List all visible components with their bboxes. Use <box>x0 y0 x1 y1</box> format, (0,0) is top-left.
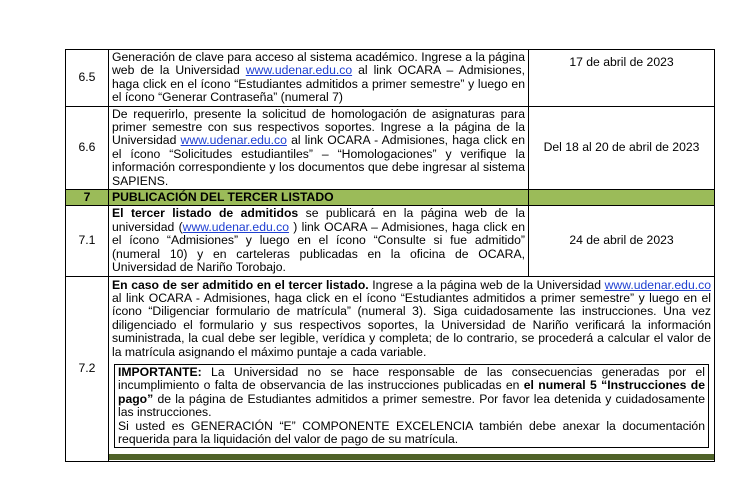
row-description <box>109 276 715 462</box>
udenar-link[interactable]: www.udenar.edu.co <box>245 63 353 78</box>
section-header-row <box>66 190 715 206</box>
section-number: 7 <box>66 190 109 206</box>
section-empty-cell <box>529 190 715 206</box>
udenar-link[interactable]: www.udenar.edu.co <box>180 133 287 148</box>
row-date: Del 18 al 20 de abril de 2023 <box>529 106 715 189</box>
row-description: Generación de clave para acceso al sistema académico. Ingrese a la página web de la Universidad www.udenar.edu.co al link OCARA – Admisiones, haga click en el ícono “Estudiantes admitidos a primer semestre” y luego en el ícono “Generar Contraseña” (numeral 7) <box>109 50 529 107</box>
row-date: 17 de abril de 2023 <box>529 50 715 107</box>
row-number: 7.2 <box>66 276 109 462</box>
row-number: 6.6 <box>66 106 109 189</box>
schedule-table <box>65 49 715 462</box>
section-title: PUBLICACIÓN DEL TERCER LISTADO <box>109 190 529 206</box>
important-label: IMPORTANTE: <box>118 364 202 379</box>
generation-e-note: Si usted es GENERACIÓN “E” COMPONENTE EXCELENCIA también debe anexar la documentación requerida para la liquidación del valor de pago de su matrícula. <box>118 418 705 446</box>
row-number: 6.5 <box>66 50 109 107</box>
udenar-link[interactable]: www.udenar.edu.co <box>182 219 290 234</box>
row-description: El tercer listado de admitidos se publicará en la página web de la universidad (www.udenar.edu.co ) link OCARA – Admisiones, haga click en el ícono “Admisiones” y luego en el ícono “Consulte si fue admitido” (numeral 10) y en carteleras publicadas en la oficina de OCARA, Universidad de Nariño Torobajo. <box>109 206 529 276</box>
row-description: De requerirlo, presente la solicitud de homologación de asignaturas para primer semestre con sus respectivos soportes. Ingrese a la página de la Universidad www.udenar.edu.co al link OCARA - Admisiones, haga click en el ícono “Solicitudes estudiantiles” – “Homologaciones” y verifique la información correspondiente y los documentos que debe ingresar al sistema SAPIENS. <box>109 106 529 189</box>
table-row <box>66 206 715 276</box>
row-number: 7.1 <box>66 206 109 276</box>
table-row <box>66 276 715 462</box>
table-row <box>66 50 715 107</box>
row-72-text: En caso de ser admitido en el tercer listado. Ingrese a la página web de la Universidad www.udenar.edu.co al link OCARA - Admisiones, haga click en el ícono “Estudiantes admitidos a primer semestre” y luego en el ícono “Diligenciar formulario de matrícula” (numeral 3). Siga cuidadosamente las instrucciones. Una vez diligenciado el formulario y sus respectivos soportes, la Universidad de Nariño verificará la información suministrada, la cual debe ser legible, verídica y completa; de lo contrario, se procederá a calcular el valor de la matrícula asignando el máximo puntaje a cada variable. <box>112 277 711 359</box>
table-row <box>66 106 715 189</box>
row-date: 24 de abril de 2023 <box>529 206 715 276</box>
next-section-strip <box>109 454 714 460</box>
udenar-link[interactable]: www.udenar.edu.co <box>604 277 711 292</box>
important-notice-box: IMPORTANTE: La Universidad no se hace responsable de las consecuencias generadas por el incumplimiento o falta de observancia de las instrucciones publicadas en el numeral 5 “Instrucciones de pago” de la página de Estudiantes admitidos a primer semestre. Por favor lea detenida y cuidadosamente las instrucciones. Si usted es GENERACIÓN “E” COMPONENTE EXCELENCIA también debe anexar la documentación requerida para la liquidación del valor de pago de su matrícula. <box>114 364 709 448</box>
